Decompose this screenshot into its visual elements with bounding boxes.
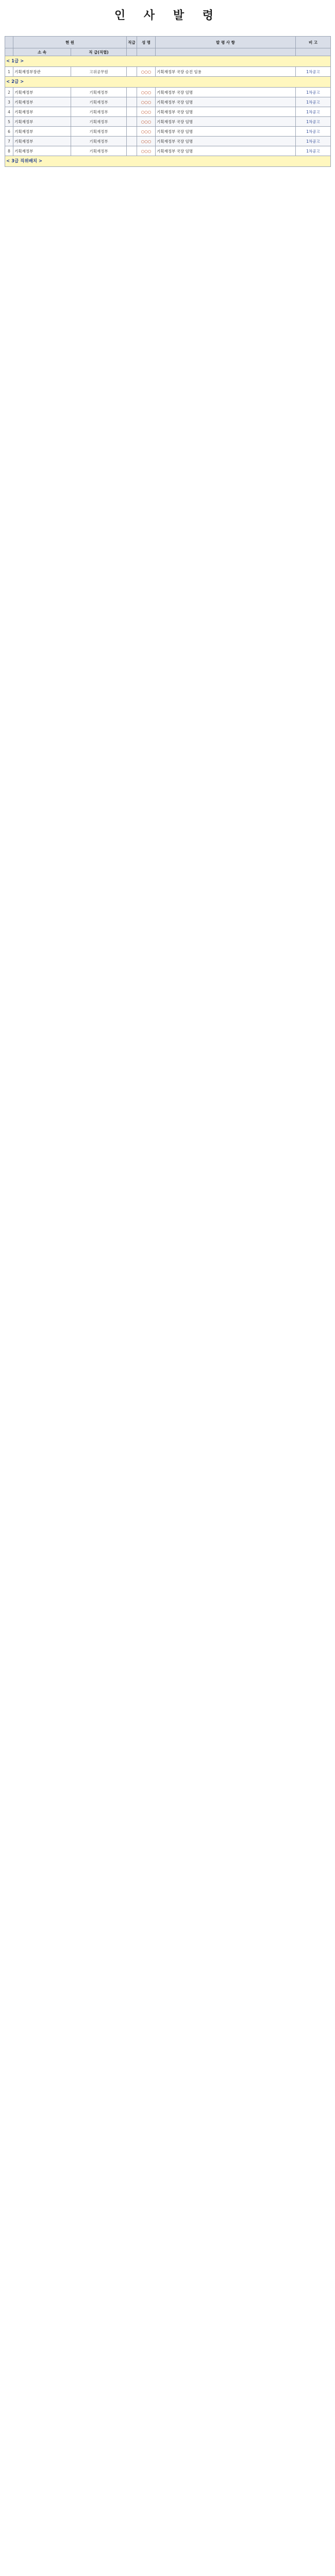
new-assignment: 기획재정부 국장 임명 — [156, 107, 296, 117]
section-header — [5, 77, 331, 88]
table-row — [5, 88, 331, 97]
table-row — [5, 107, 331, 117]
header-current-group: 현 원 — [13, 37, 127, 48]
note: 1차공고 — [296, 127, 331, 137]
personnel-order-table — [5, 36, 331, 167]
person-name: ○○○ — [137, 137, 156, 146]
document-header — [0, 0, 335, 29]
old-affiliation: 기획재정부 — [13, 117, 71, 127]
note: 1차공고 — [296, 107, 331, 117]
note: 1차공고 — [296, 146, 331, 156]
header-new-sub — [156, 48, 296, 56]
header-name-sub — [137, 48, 156, 56]
header-rank-sub — [127, 48, 137, 56]
old-affiliation: 기획재정부 — [13, 146, 71, 156]
old-affiliation: 기획재정부 — [13, 137, 71, 146]
note: 1차공고 — [296, 88, 331, 97]
row-number: 8 — [5, 146, 13, 156]
current-position: 기획재정부 — [71, 107, 127, 117]
current-position: 기획재정부 — [71, 97, 127, 107]
current-position: 기획재정부 — [71, 137, 127, 146]
person-name: ○○○ — [137, 67, 156, 77]
row-number: 4 — [5, 107, 13, 117]
rank — [127, 137, 137, 146]
row-number: 5 — [5, 117, 13, 127]
section-header — [5, 56, 331, 67]
new-assignment: 기획재정부 국장 임명 — [156, 146, 296, 156]
new-assignment: 기획재정부 국장 임명 — [156, 97, 296, 107]
rank — [127, 107, 137, 117]
person-name: ○○○ — [137, 88, 156, 97]
table-row — [5, 67, 331, 77]
old-affiliation: 기획재정부 — [13, 88, 71, 97]
current-position: 기획재정부 — [71, 146, 127, 156]
old-affiliation: 기획재정부 — [13, 107, 71, 117]
document-title: 인 사 발 령 — [114, 8, 221, 22]
person-name: ○○○ — [137, 127, 156, 137]
header-rank: 직급 — [127, 37, 137, 48]
header-no — [5, 37, 13, 48]
table-row — [5, 127, 331, 137]
header-new-assignment: 발 령 사 항 — [156, 37, 296, 48]
new-assignment: 기획재정부 국장 임명 — [156, 137, 296, 146]
new-assignment: 기획재정부 국장 임명 — [156, 88, 296, 97]
old-affiliation: 기획재정부장관 — [13, 67, 71, 77]
header-note: 비 고 — [296, 37, 331, 48]
row-number: 2 — [5, 88, 13, 97]
old-affiliation: 기획재정부 — [13, 97, 71, 107]
person-name: ○○○ — [137, 97, 156, 107]
roster-body — [5, 56, 331, 167]
header-note-sub — [296, 48, 331, 56]
note: 1차공고 — [296, 137, 331, 146]
row-number: 1 — [5, 67, 13, 77]
person-name: ○○○ — [137, 146, 156, 156]
section-header — [5, 156, 331, 167]
table-row — [5, 97, 331, 107]
note: 1차공고 — [296, 117, 331, 127]
person-name: ○○○ — [137, 117, 156, 127]
rank — [127, 127, 137, 137]
current-position: 기획재정부 — [71, 88, 127, 97]
rank — [127, 67, 137, 77]
rank — [127, 117, 137, 127]
new-assignment: 기획재정부 국장 임명 — [156, 117, 296, 127]
new-assignment: 기획재정부 국장 승진 임용 — [156, 67, 296, 77]
row-number: 7 — [5, 137, 13, 146]
current-position: 고위공무원 — [71, 67, 127, 77]
table-row — [5, 137, 331, 146]
old-affiliation: 기획재정부 — [13, 127, 71, 137]
current-position: 기획재정부 — [71, 117, 127, 127]
table-row — [5, 117, 331, 127]
note: 1차공고 — [296, 97, 331, 107]
section-label: < 3급 직위배치 > — [5, 156, 331, 167]
header-no-sub — [5, 48, 13, 56]
section-label: < 2급 > — [5, 77, 331, 88]
section-label: < 1급 > — [5, 56, 331, 67]
row-number: 3 — [5, 97, 13, 107]
header-name: 성 명 — [137, 37, 156, 48]
person-name: ○○○ — [137, 107, 156, 117]
current-position: 기획재정부 — [71, 127, 127, 137]
rank — [127, 97, 137, 107]
table-row — [5, 146, 331, 156]
row-number: 6 — [5, 127, 13, 137]
header-current-position: 직 급(직렬) — [71, 48, 127, 56]
note: 1차공고 — [296, 67, 331, 77]
header-old-affiliation: 소 속 — [13, 48, 71, 56]
new-assignment: 기획재정부 국장 임명 — [156, 127, 296, 137]
rank — [127, 88, 137, 97]
rank — [127, 146, 137, 156]
